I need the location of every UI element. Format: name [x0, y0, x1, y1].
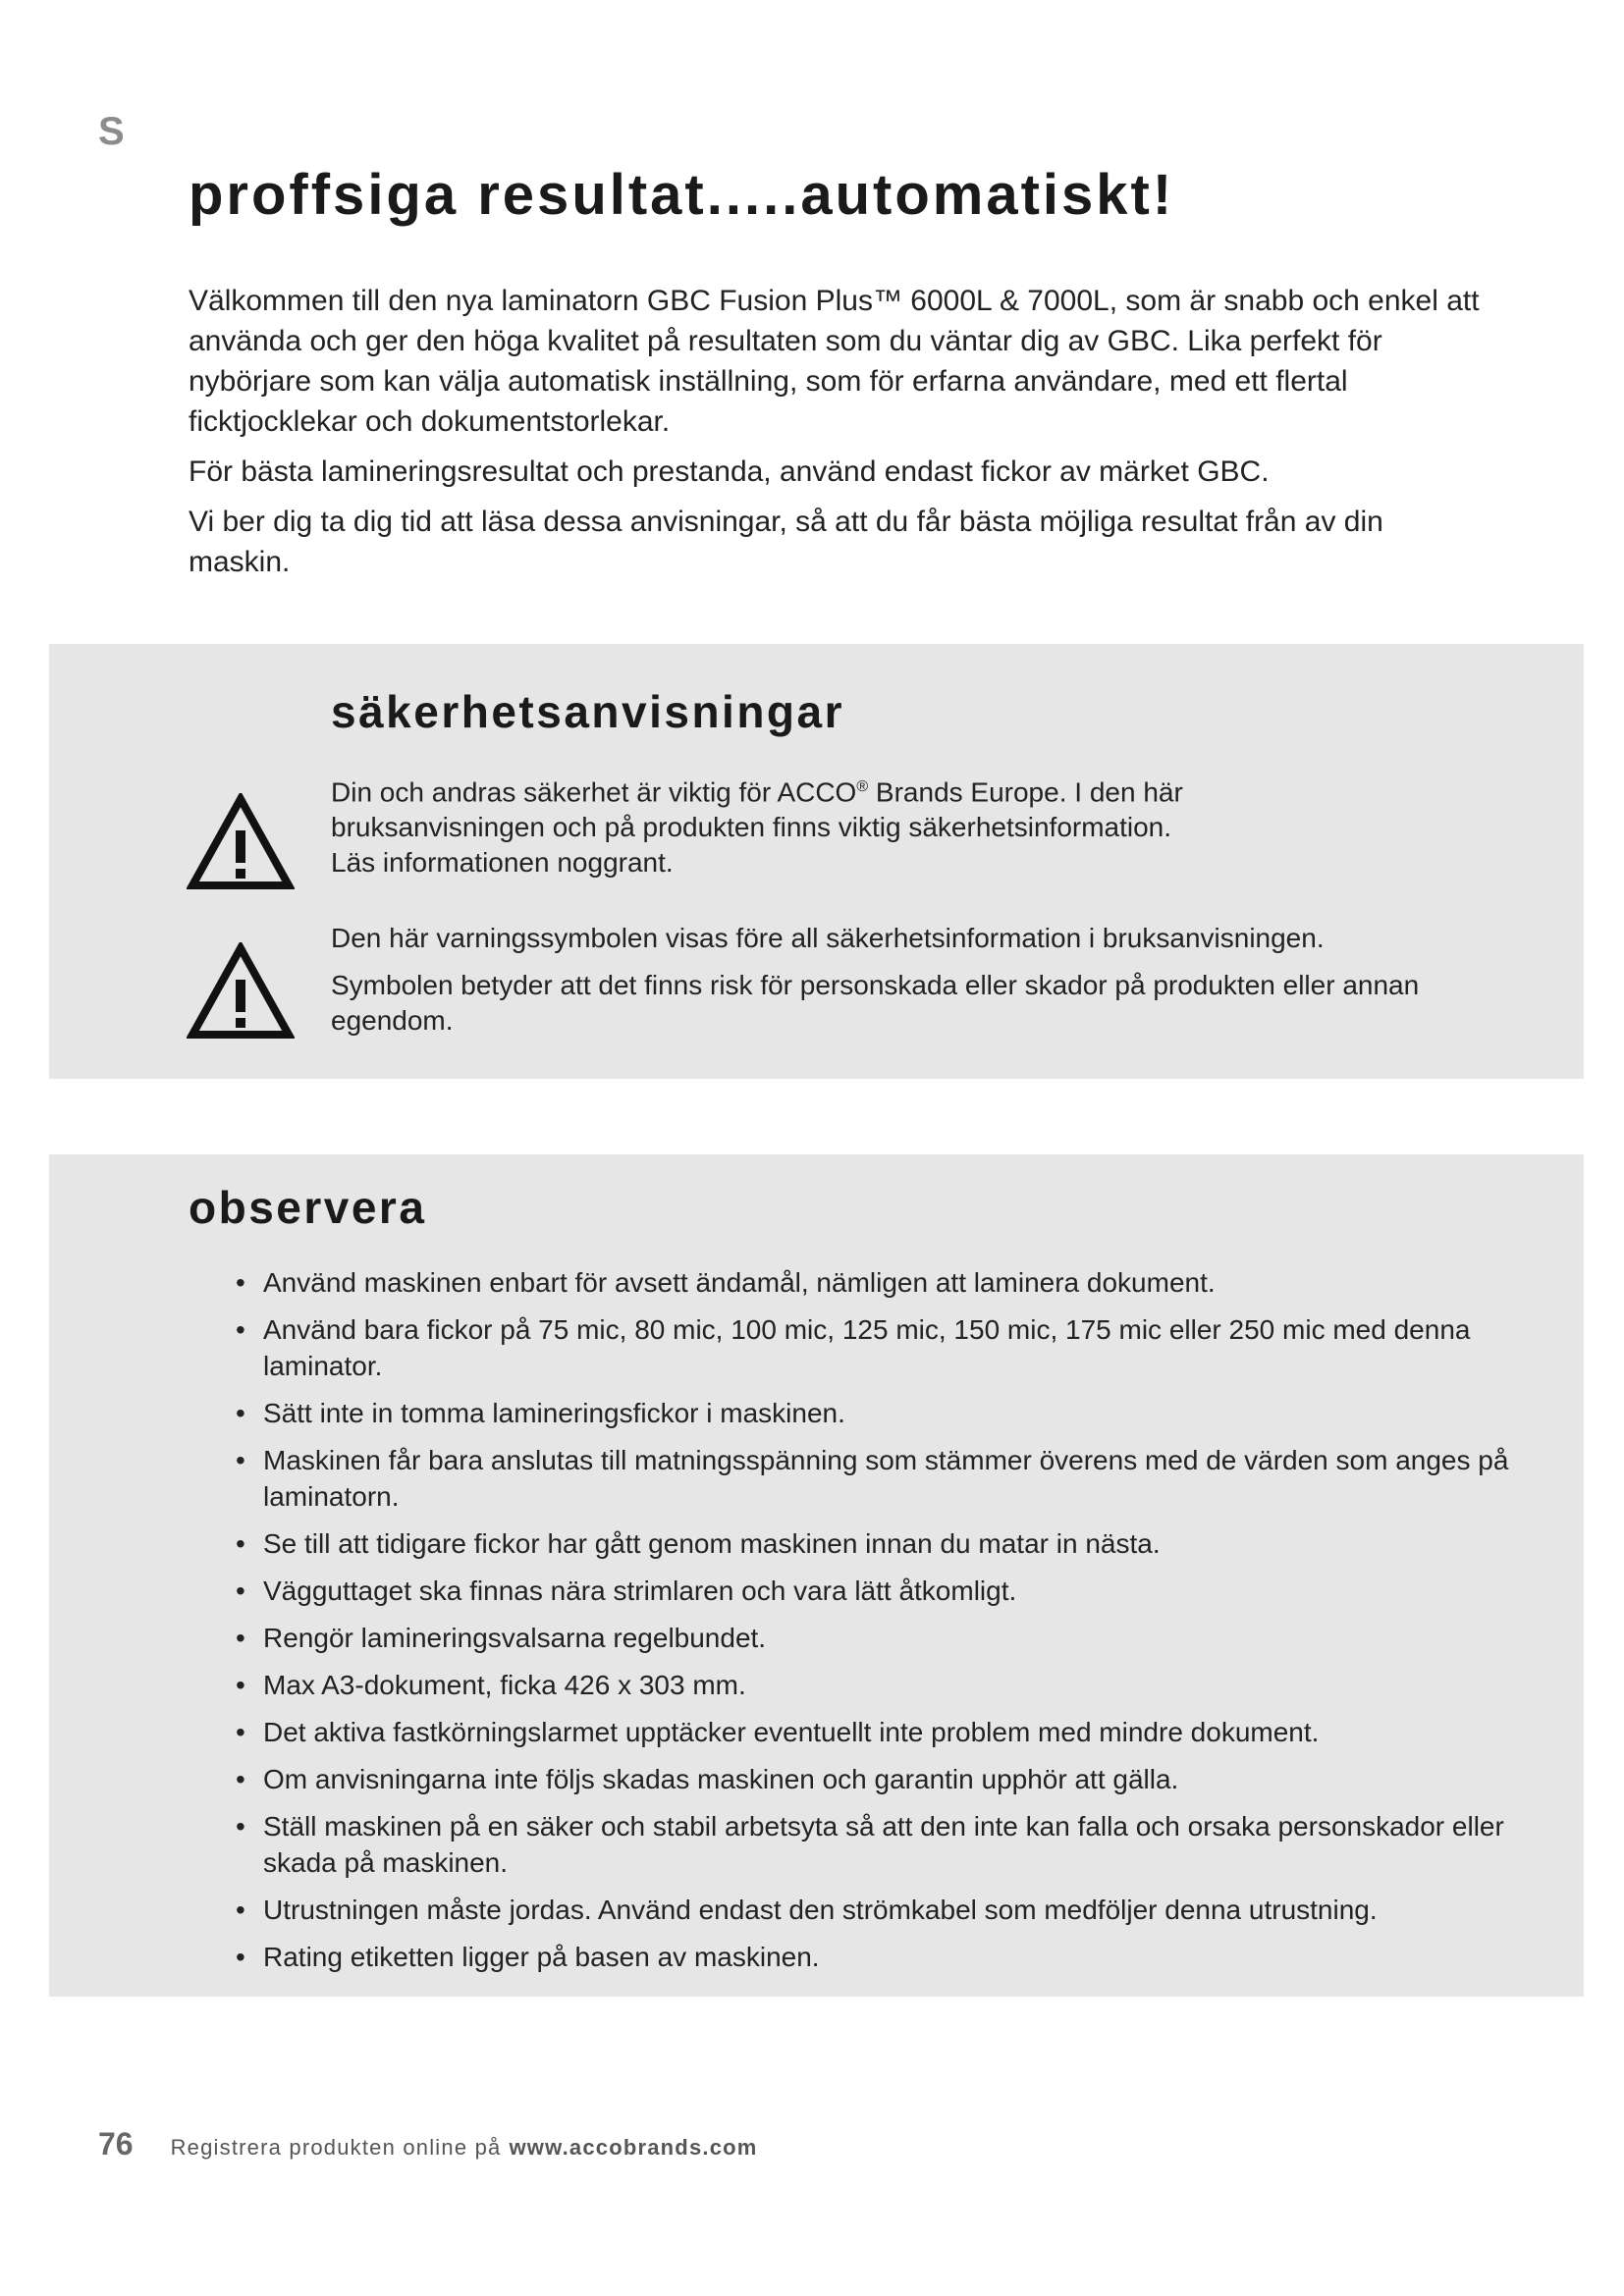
intro-paragraph: Vi ber dig ta dig tid att läsa dessa anvisningar, så att du får bästa möjliga resultat från av din maskin. [189, 506, 1383, 578]
footer-url[interactable]: www.accobrands.com [509, 2135, 758, 2160]
notes-title: observera [189, 1182, 427, 1233]
intro-paragraph: För bästa lamineringsresultat och prestanda, använd endast fickor av märket GBC. [189, 455, 1270, 488]
safety-line: Brands Europe. I den här [868, 776, 1183, 808]
page-footer [98, 2126, 758, 2163]
safety-line: Din och andras säkerhet är viktig för ACCO [331, 776, 857, 808]
safety-line: Den här varningssymbolen visas före all säkerhetsinformation i bruksanvisningen. [331, 923, 1325, 953]
list-item: • Om anvisningarna inte följs skadas maskinen och garantin upphör att gälla. [236, 1761, 1551, 1797]
page-title: proffsiga resultat.....automatiskt! [189, 163, 1175, 227]
list-item: • Utrustningen måste jordas. Använd endast den strömkabel som medföljer denna utrustning. [236, 1892, 1551, 1928]
list-item: • Rating etiketten ligger på basen av maskinen. [236, 1939, 1551, 1975]
list-item: • Använd bara fickor på 75 mic, 80 mic, 100 mic, 125 mic, 150 mic, 175 mic eller 250 mic med denna laminator. [236, 1311, 1551, 1384]
list-item: • Det aktiva fastkörningslarmet upptäcker eventuellt inte problem med mindre dokument. [236, 1714, 1551, 1750]
safety-info-text [331, 770, 1529, 881]
warning-triangle-icon [187, 942, 295, 1041]
safety-info-text [331, 921, 1529, 1039]
intro-text [189, 281, 1485, 592]
list-item: • Använd maskinen enbart för avsett ändamål, nämligen att laminera dokument. [236, 1264, 1551, 1301]
safety-title: säkerhetsanvisningar [331, 686, 845, 737]
warning-triangle-icon [187, 793, 295, 891]
safety-line: bruksanvisningen och på produkten finns viktig säkerhetsinformation. [331, 812, 1172, 843]
list-item: • Vägguttaget ska finnas nära strimlaren och vara lätt åtkomligt. [236, 1573, 1551, 1609]
safety-line: Läs informationen noggrant. [331, 847, 674, 879]
notes-panel [49, 1154, 1584, 1997]
list-item: • Se till att tidigare fickor har gått genom maskinen innan du matar in nästa. [236, 1525, 1551, 1562]
intro-paragraph: Välkommen till den nya laminatorn GBC Fusion Plus™ 6000L & 7000L, som är snabb och enkel att använda och ger den höga kvalitet på resultaten som du väntar dig av GBC. Lika perfekt för nybörjare som kan välja automatisk inställning, som för erfarna användare, med ett flertal ficktjocklekar och dokumentstorlekar. [189, 285, 1480, 438]
list-item: • Rengör lamineringsvalsarna regelbundet. [236, 1620, 1551, 1656]
notes-list [236, 1264, 1551, 1986]
registered-mark: ® [856, 778, 869, 795]
list-item: • Ställ maskinen på en säker och stabil arbetsyta så att den inte kan falla och orsaka personskador eller skada på maskinen. [236, 1808, 1551, 1881]
list-item: • Maskinen får bara anslutas till matningsspänning som stämmer överens med de värden som anges på laminatorn. [236, 1442, 1551, 1515]
language-indicator: S [98, 110, 125, 153]
list-item: • Sätt inte in tomma lamineringsfickor i maskinen. [236, 1395, 1551, 1431]
safety-line: Symbolen betyder att det finns risk för personskada eller skador på produkten eller annan egendom. [331, 970, 1420, 1036]
footer-text: Registrera produkten online på [170, 2135, 502, 2160]
safety-panel [49, 644, 1584, 1079]
list-item: • Max A3-dokument, ficka 426 x 303 mm. [236, 1667, 1551, 1703]
page-number: 76 [98, 2126, 134, 2162]
